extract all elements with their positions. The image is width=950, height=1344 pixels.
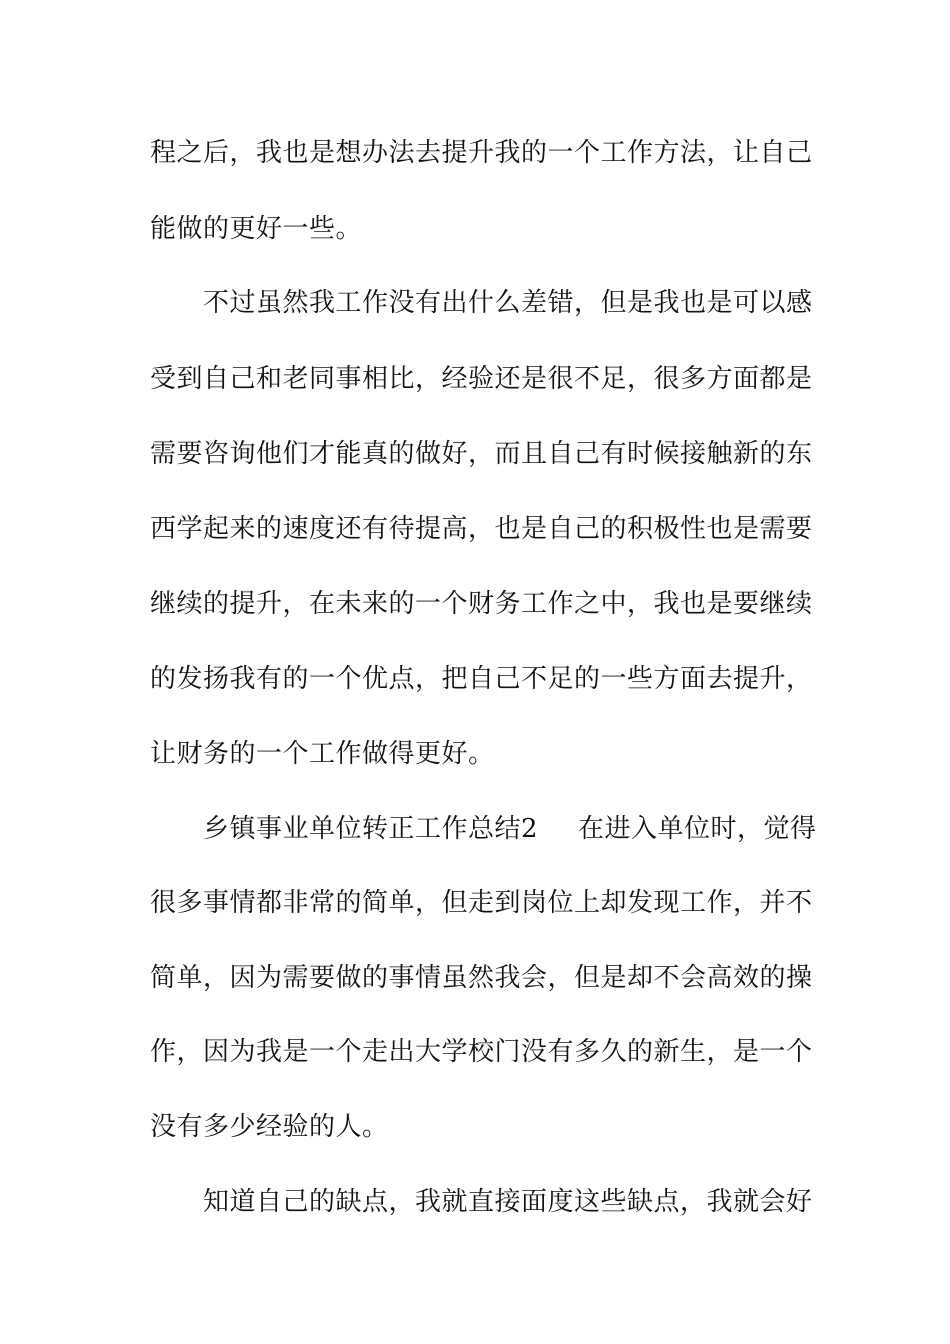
paragraph-line: 很多事情都非常的简单，但走到岗位上却发现工作，并不 bbox=[150, 888, 813, 918]
paragraph-line: 程之后，我也是想办法去提升我的一个工作方法，让自己 bbox=[150, 138, 813, 168]
paragraph-line: 让财务的一个工作做得更好。 bbox=[150, 739, 495, 769]
paragraph-line: 的发扬我有的一个优点，把自己不足的一些方面去提升， bbox=[150, 664, 813, 694]
paragraph-line: 知道自己的缺点，我就直接面度这些缺点，我就会好 bbox=[203, 1187, 813, 1217]
paragraph-line: 没有多少经验的人。 bbox=[150, 1112, 389, 1142]
paragraph-line: 能做的更好一些。 bbox=[150, 214, 363, 244]
paragraph-line: 在进入单位时，觉得 bbox=[578, 814, 817, 844]
paragraph-line: 不过虽然我工作没有出什么差错，但是我也是可以感 bbox=[203, 288, 813, 318]
paragraph-line: 受到自己和老同事相比，经验还是很不足，很多方面都是 bbox=[150, 364, 813, 394]
paragraph-line: 继续的提升，在未来的一个财务工作之中，我也是要继续 bbox=[150, 589, 813, 619]
paragraph-line: 需要咨询他们才能真的做好，而且自己有时候接触新的东 bbox=[150, 439, 813, 469]
section-heading: 乡镇事业单位转正工作总结2 bbox=[203, 814, 539, 844]
paragraph-line: 西学起来的速度还有待提高，也是自己的积极性也是需要 bbox=[150, 514, 813, 544]
paragraph-line: 简单，因为需要做的事情虽然我会，但是却不会高效的操 bbox=[150, 963, 813, 993]
paragraph-line: 作，因为我是一个走出大学校门没有多久的新生，是一个 bbox=[150, 1037, 813, 1067]
